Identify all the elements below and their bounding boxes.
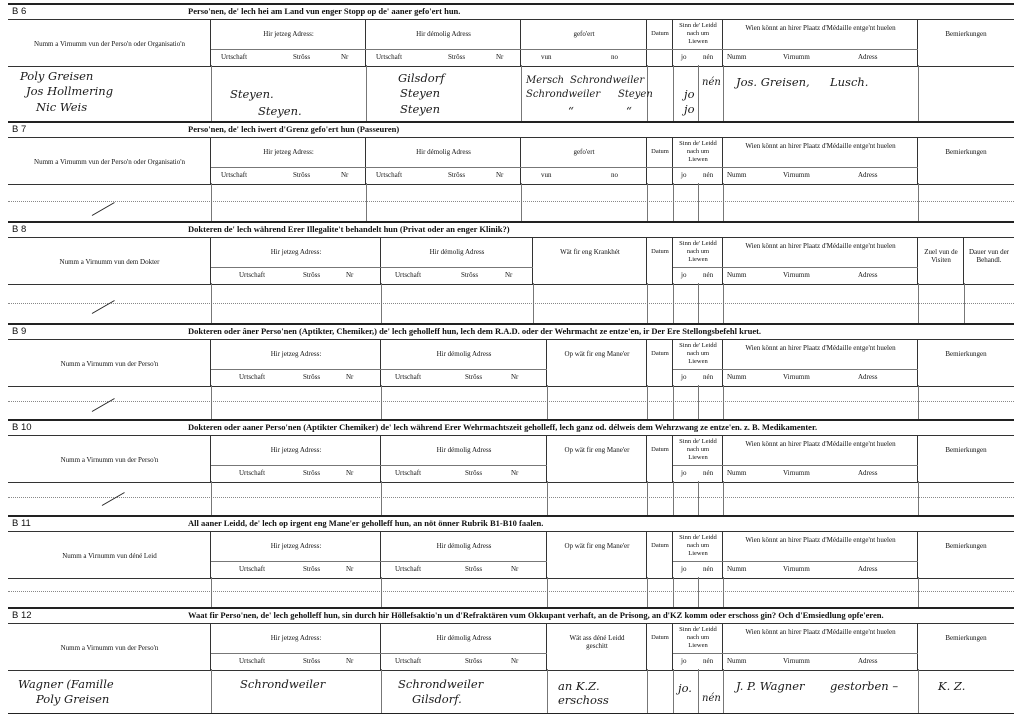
yes-entry: jo. [678, 681, 692, 695]
section-title: Perso'nen, de' lech hei am Land vun enger Stopp op de' aaner gefo'ert hun. [188, 6, 461, 16]
remarks-label: Bemierkungen [945, 30, 987, 38]
name-column-label: Numm a Virnumm vun déné Leid [62, 552, 157, 560]
no-label: nén [703, 565, 714, 573]
name-column-label: Numm a Virnumm vun der Perso'n oder Organisatio'n [34, 158, 185, 166]
number-label: Nr [511, 469, 519, 477]
remarks-label: Bemierkungen [945, 542, 987, 550]
yes-entry: jo [684, 87, 695, 101]
name-column-label: Numm a Virnumm vun der Perso'n [60, 360, 159, 368]
current-address-label: Hir jetzeg Adress: [270, 446, 322, 454]
medal-surname-entry: J. P. Wagner [736, 679, 805, 693]
date-label: Datum [651, 30, 669, 37]
street-label: Strôss [293, 53, 311, 61]
yes-label: jo [681, 469, 687, 477]
alive-label: Sinn de' Leidd nach um Liewen [679, 240, 717, 263]
from-entry: Mersch [526, 75, 565, 86]
name-column-label: Numm a Virnumm vun der Perso'n [60, 456, 159, 464]
current-locality-entry: Steyen. [258, 104, 302, 118]
alive-label: Sinn de' Leidd nach um Liewen [679, 342, 717, 365]
former-locality-entry: Steyen [400, 86, 441, 100]
current-address-label: Hir jetzeg Adress: [270, 634, 322, 642]
illness-label: Wät fir eng Krankhét [560, 248, 620, 256]
header-row [8, 623, 1014, 671]
locality-label: Urtschaft [376, 171, 403, 179]
current-address-label: Hir jetzeg Adress: [270, 542, 322, 550]
name-entry: Poly Greisen [36, 692, 110, 706]
locality-label: Urtschaft [395, 271, 422, 279]
section-id: B 9 [12, 326, 27, 337]
number-label: Nr [346, 469, 354, 477]
former-address-label: Hir démolig Adress [436, 350, 492, 358]
section-id: B 8 [12, 224, 27, 235]
number-label: Nr [341, 53, 349, 61]
section-b10 [8, 419, 1014, 517]
former-address-label: Hir démolig Adress [436, 542, 492, 550]
medal-label: Wien könnt an hirer Plaatz d'Médaille entge'nt huelen [745, 628, 896, 636]
number-label: Nr [346, 373, 354, 381]
street-label: Strôss [293, 171, 311, 179]
number-label: Nr [496, 171, 504, 179]
blank-stroke [102, 492, 125, 506]
name-column-label: Numm a Virnumm vun der Perso'n oder Organisatio'n [34, 40, 185, 48]
outcome-label: Wät ass déné Leidd geschitt [569, 634, 625, 650]
from-label: vun [541, 171, 552, 179]
no-label: nén [703, 271, 714, 279]
to-entry: Schrondweiler [570, 75, 645, 86]
address-label: Adress [858, 53, 878, 61]
current-address-label: Hir jetzeg Adress: [263, 148, 314, 156]
yes-label: jo [681, 271, 687, 279]
street-label: Strôss [465, 469, 483, 477]
number-label: Nr [511, 565, 519, 573]
header-row [8, 237, 1014, 285]
manner-label: Op wät fir eng Mane'er [564, 542, 630, 550]
street-label: Strôss [303, 657, 321, 665]
section-title: Dokteren oder aaner Perso'nen (Aptikter Chemiker) de' lech während Erer Wehrmachtszeit geholleff, lech ganz od. délweis dem Wehrzwang ze entze'en. z. B. Medikamenter. [188, 422, 818, 432]
remarks-label: Bemierkungen [945, 446, 987, 454]
visits-label: Zuel vun de Visiten [924, 248, 958, 264]
section-title: Waat fir Perso'nen, de' lech geholleff hun, sin durch hir Höllefsaktio'n un d'Refraktären vum Okkupant verhaft, an de Prisong, an d'KZ komm oder erschoss gin? Och d'Emsiedlung opfe'eren. [188, 610, 884, 620]
alive-label: Sinn de' Leidd nach um Liewen [679, 534, 717, 557]
section-id: B 10 [12, 422, 32, 433]
locality-label: Urtschaft [395, 565, 422, 573]
medal-label: Wien könnt an hirer Plaatz d'Médaille entge'nt huelen [745, 24, 896, 32]
street-label: Strôss [303, 565, 321, 573]
section-title: Perso'nen, de' lech iwert d'Grenz gefo'ert hun (Passeuren) [188, 124, 400, 134]
blank-stroke [92, 202, 115, 216]
surname-label: Numm [727, 565, 747, 573]
surname-label: Numm [727, 271, 747, 279]
header-row [8, 137, 1014, 185]
outcome-entry: an K.Z. [558, 679, 600, 693]
date-label: Datum [651, 148, 669, 155]
former-address-label: Hir démolig Adress [436, 446, 492, 454]
locality-label: Urtschaft [221, 53, 248, 61]
section-b11 [8, 515, 1014, 609]
alive-label: Sinn de' Leidd nach um Liewen [679, 626, 717, 649]
name-column-label: Numm a Virnumm vun dem Dokter [59, 258, 160, 266]
address-label: Adress [858, 373, 878, 381]
medal-firstname-entry: gestorben – [830, 679, 899, 693]
locality-label: Urtschaft [376, 53, 403, 61]
former-locality-entry: Gilsdorf. [412, 692, 462, 706]
no-label: nén [703, 657, 714, 665]
medal-firstname-entry: Lusch. [830, 75, 869, 89]
section-b12 [8, 607, 1014, 715]
remarks-label: Bemierkungen [945, 350, 987, 358]
no-label: nén [703, 373, 714, 381]
former-locality-entry: Schrondweiler [398, 677, 484, 691]
former-address-label: Hir démolig Adress [416, 30, 471, 38]
firstname-label: Virnumm [783, 271, 810, 279]
ditto-mark: “ [568, 104, 574, 118]
yes-label: jo [681, 373, 687, 381]
street-label: Strôss [465, 565, 483, 573]
header-row [8, 435, 1014, 483]
yes-entry: jo [684, 102, 695, 116]
section-id: B 11 [12, 518, 31, 529]
ditto-mark: “ [626, 104, 632, 118]
header-row [8, 339, 1014, 387]
yes-label: jo [681, 657, 687, 665]
section-id: B 6 [12, 6, 27, 17]
manner-label: Op wät fir eng Mane'er [564, 350, 630, 358]
from-entry: Schrondweiler [526, 89, 601, 100]
yes-label: jo [681, 171, 687, 179]
locality-label: Urtschaft [239, 271, 266, 279]
current-address-label: Hir jetzeg Adress: [270, 350, 322, 358]
number-label: Nr [505, 271, 513, 279]
yes-label: jo [681, 565, 687, 573]
locality-label: Urtschaft [239, 657, 266, 665]
medal-label: Wien könnt an hirer Plaatz d'Médaille entge'nt huelen [745, 440, 896, 448]
street-label: Strôss [303, 469, 321, 477]
from-label: vun [541, 53, 552, 61]
medal-label: Wien könnt an hirer Plaatz d'Médaille entge'nt huelen [745, 242, 896, 250]
number-label: Nr [341, 171, 349, 179]
address-label: Adress [858, 271, 878, 279]
former-address-label: Hir démolig Adress [436, 634, 492, 642]
street-label: Strôss [303, 373, 321, 381]
manner-label: Op wät fir eng Mane'er [564, 446, 630, 454]
medal-label: Wien könnt an hirer Plaatz d'Médaille entge'nt huelen [745, 344, 896, 352]
name-entry: Poly Greisen [20, 69, 94, 83]
date-label: Datum [651, 446, 669, 453]
former-address-label: Hir démolig Adress [429, 248, 485, 256]
locality-label: Urtschaft [395, 657, 422, 665]
current-locality-entry: Steyen. [230, 87, 274, 101]
locality-label: Urtschaft [395, 469, 422, 477]
yes-label: jo [681, 53, 687, 61]
street-label: Strôss [448, 53, 466, 61]
section-b9 [8, 323, 1014, 421]
surname-label: Numm [727, 657, 747, 665]
date-label: Datum [651, 350, 669, 357]
header-row [8, 19, 1014, 67]
to-label: no [611, 171, 618, 179]
remark-entry: K. Z. [938, 679, 966, 693]
medal-label: Wien könnt an hirer Plaatz d'Médaille entge'nt huelen [745, 536, 896, 544]
address-label: Adress [858, 565, 878, 573]
section-b8 [8, 221, 1014, 325]
to-entry: Steyen [618, 89, 653, 100]
street-label: Strôss [303, 271, 321, 279]
surname-label: Numm [727, 469, 747, 477]
firstname-label: Virnumm [783, 373, 810, 381]
number-label: Nr [496, 53, 504, 61]
transported-label: gefo'ert [573, 30, 595, 38]
street-label: Strôss [448, 171, 466, 179]
firstname-label: Virnumm [783, 53, 810, 61]
remarks-label: Bemierkungen [945, 634, 987, 642]
section-b7 [8, 121, 1014, 223]
number-label: Nr [346, 657, 354, 665]
street-label: Strôss [465, 373, 483, 381]
no-entry: nén [702, 693, 721, 704]
date-label: Datum [651, 542, 669, 549]
section-id: B 12 [12, 610, 32, 621]
former-locality-entry: Steyen [400, 102, 441, 116]
alive-label: Sinn de' Leidd nach um Liewen [679, 140, 717, 163]
surname-label: Numm [727, 53, 747, 61]
address-label: Adress [858, 657, 878, 665]
medal-surname-entry: Jos. Greisen, [736, 75, 810, 89]
to-label: no [611, 53, 618, 61]
number-label: Nr [346, 565, 354, 573]
outcome-entry: erschoss [558, 693, 609, 707]
name-entry: Nic Weis [36, 100, 88, 114]
form-page [8, 3, 1014, 715]
section-b6 [8, 3, 1014, 123]
section-id: B 7 [12, 124, 27, 135]
medal-label: Wien könnt an hirer Plaatz d'Médaille entge'nt huelen [745, 142, 896, 150]
current-address-label: Hir jetzeg Adress: [263, 30, 314, 38]
alive-label: Sinn de' Leidd nach um Liewen [679, 438, 717, 461]
date-label: Datum [651, 248, 669, 255]
number-label: Nr [511, 657, 519, 665]
no-entry: nén [702, 77, 721, 88]
no-label: nén [703, 171, 714, 179]
name-entry: Wagner (Famille [18, 677, 114, 691]
name-column-label: Numm a Virnumm vun der Perso'n [60, 644, 159, 652]
locality-label: Urtschaft [239, 373, 266, 381]
firstname-label: Virnumm [783, 171, 810, 179]
former-locality-entry: Gilsdorf [398, 71, 445, 85]
firstname-label: Virnumm [783, 657, 810, 665]
current-address-label: Hir jetzeg Adress: [270, 248, 322, 256]
locality-label: Urtschaft [221, 171, 248, 179]
locality-label: Urtschaft [239, 565, 266, 573]
surname-label: Numm [727, 373, 747, 381]
current-locality-entry: Schrondweiler [240, 677, 326, 691]
locality-label: Urtschaft [239, 469, 266, 477]
firstname-label: Virnumm [783, 469, 810, 477]
section-title: Dokteren oder âner Perso'nen (Aptikter, Chemiker,) de' lech geholleff hun, lech dem R.A.D. oder der Wehrmacht ze entze'en, ir Der Ere Stellongsbefehl kruet. [188, 326, 762, 336]
surname-label: Numm [727, 171, 747, 179]
header-row [8, 531, 1014, 579]
address-label: Adress [858, 171, 878, 179]
section-title: All aaner Leidd, de' lech op irgent eng Mane'er geholleff hun, an nöt önner Rubrik B1-B10 faalen. [188, 518, 544, 528]
number-label: Nr [346, 271, 354, 279]
date-label: Datum [651, 634, 669, 641]
street-label: Strôss [461, 271, 479, 279]
street-label: Strôss [465, 657, 483, 665]
alive-label: Sinn de' Leidd nach um Liewen [679, 22, 717, 45]
former-address-label: Hir démolig Adress [416, 148, 471, 156]
locality-label: Urtschaft [395, 373, 422, 381]
firstname-label: Virnumm [783, 565, 810, 573]
duration-label: Dauer vun der Behandl. [968, 248, 1010, 264]
section-title: Dokteren de' lech während Erer Illegalite't behandelt hun (Privat oder an enger Klinik?) [188, 224, 510, 234]
address-label: Adress [858, 469, 878, 477]
remarks-label: Bemierkungen [945, 148, 987, 156]
no-label: nén [703, 53, 714, 61]
number-label: Nr [511, 373, 519, 381]
no-label: nén [703, 469, 714, 477]
transported-label: gefo'ert [573, 148, 595, 156]
name-entry: Jos Hollmering [26, 84, 114, 98]
